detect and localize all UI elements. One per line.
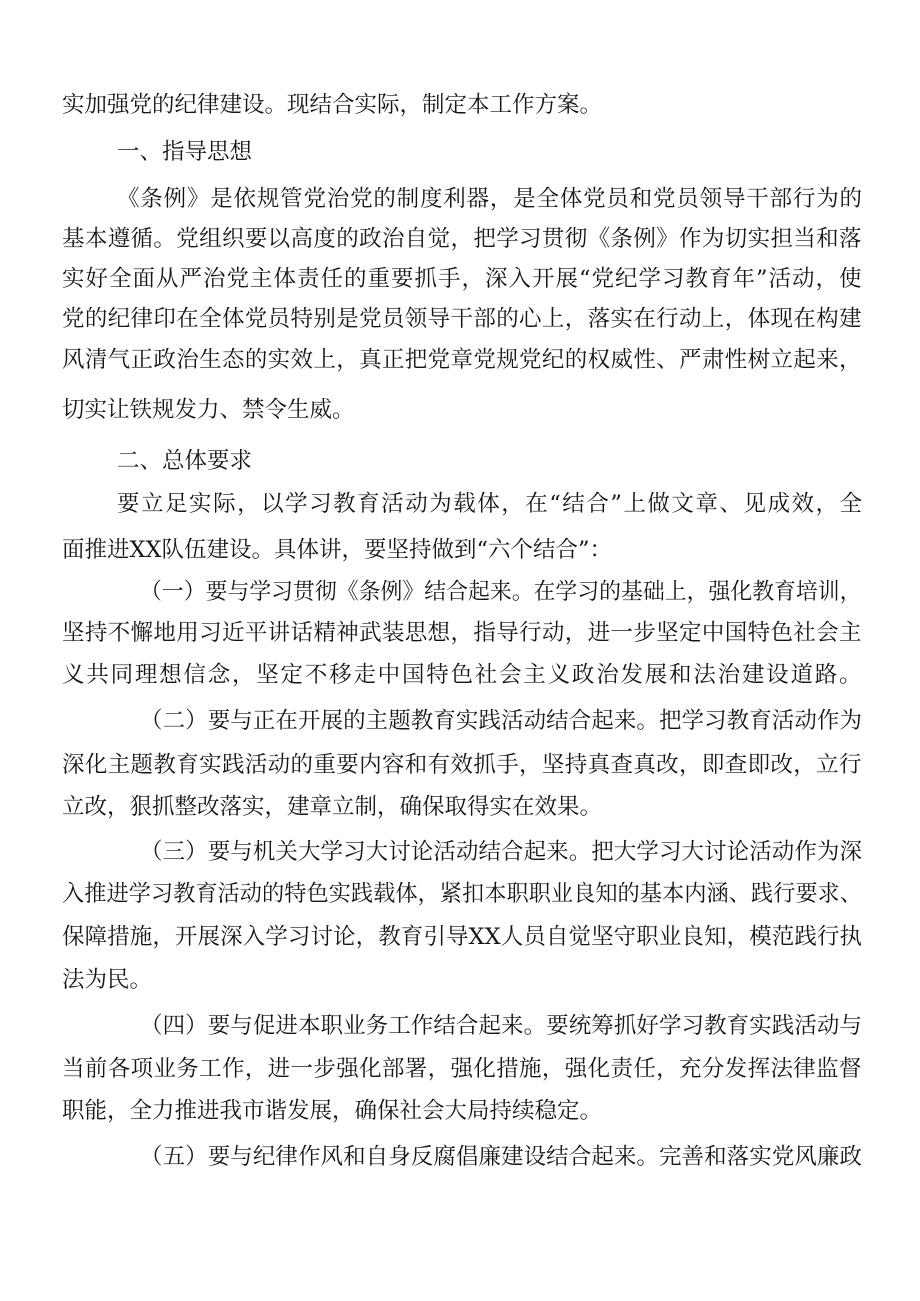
text-line: 深化主题教育实践活动的重要内容和有效抓手，坚持真查真改，即查即改，立行 [62,752,862,778]
text-line: （二）要与正在开展的主题教育实践活动结合起来。把学习教育活动作为 [140,708,863,734]
text-line: 党的纪律印在全体党员特别是党员领导干部的心上，落实在行动上，体现在构建 [62,306,862,332]
text-line: 《条例》是依规管党治党的制度利器，是全体党员和党员领导干部行为的 [117,186,863,212]
text-line: 职能，全力推进我市谐发展，确保社会大局持续稳定。 [62,1098,603,1124]
text-line: （四）要与促进本职业务工作结合起来。要统筹抓好学习教育实践活动与 [140,1013,863,1039]
text-line: 基本遵循。党组织要以高度的政治自觉，把学习贯彻《条例》作为切实担当和落 [62,226,862,252]
text-line: 实加强党的纪律建设。现结合实际，制定本工作方案。 [62,92,603,118]
text-line: 要立足实际，以学习教育活动为载体，在“结合”上做文章、见成效，全 [117,491,864,517]
text-line: （一）要与学习贯彻《条例》结合起来。在学习的基础上，强化教育培训， [140,579,862,605]
section-heading-guiding-ideology: 一、指导思想 [117,139,253,165]
section-heading-general-requirements: 二、总体要求 [117,448,253,474]
text-line: 义共同理想信念，坚定不移走中国特色社会主义政治发展和法治建设道路。 [62,662,864,688]
text-line: 立改，狠抓整改落实，建章立制，确保取得实在效果。 [62,794,603,820]
text-line: 当前各项业务工作，进一步强化部署，强化措施，强化责任，充分发挥法律监督 [62,1056,862,1082]
text-line: 切实让铁规发力、禁令生威。 [62,397,355,423]
text-line: 入推进学习教育活动的特色实践载体，紧扣本职职业良知的基本内涵、践行要求、 [62,881,863,907]
text-line: 保障措施，开展深入学习讨论，教育引导XX人员自觉坚守职业良知，模范践行执 [62,924,863,950]
text-line: 坚持不懈地用习近平讲话精神武装思想，指导行动，进一步坚定中国特色社会主 [62,620,862,646]
text-line: （五）要与纪律作风和自身反腐倡廉建设结合起来。完善和落实党风廉政 [140,1144,863,1170]
text-line: 面推进XX队伍建设。具体讲，要坚持做到“六个结合”： [62,537,613,563]
text-line: 法为民。 [62,967,153,993]
text-line: 实好全面从严治党主体责任的重要抓手，深入开展“党纪学习教育年”活动，使 [62,266,863,292]
text-line: 风清气正政治生态的实效上，真正把党章党规党纪的权威性、严肃性树立起来， [62,347,862,373]
text-line: （三）要与机关大学习大讨论活动结合起来。把大学习大讨论活动作为深 [140,839,863,865]
